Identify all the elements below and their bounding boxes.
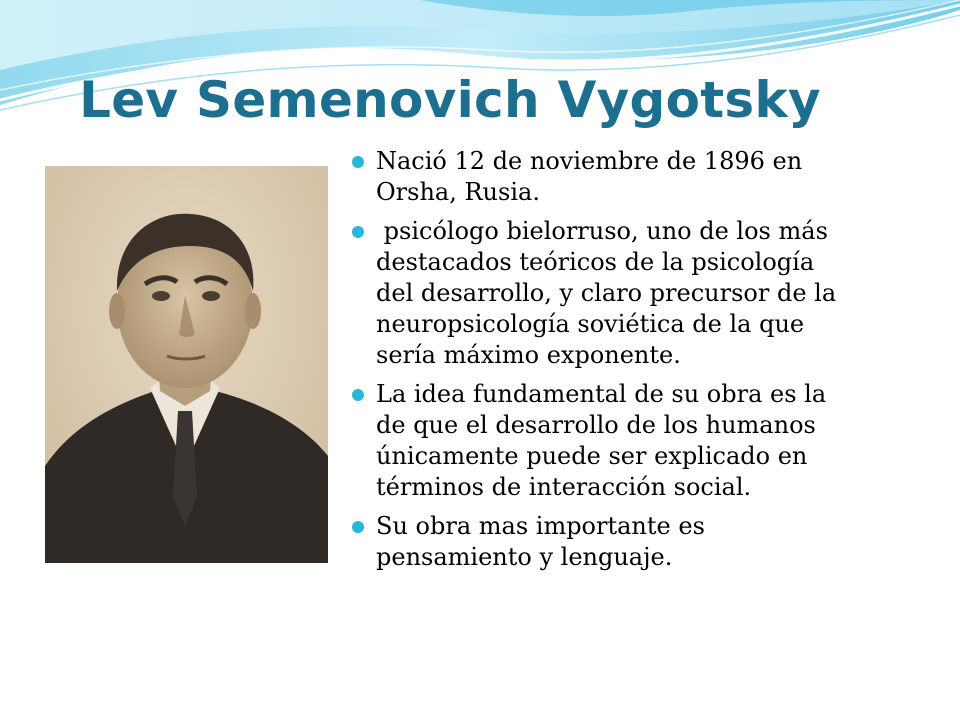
bullet-dot-icon [352, 156, 364, 168]
bullet-item [352, 146, 852, 208]
bullet-text: Nació 12 de noviembre de 1896 en Orsha, Rusia. [376, 147, 803, 206]
bullet-dot-icon [352, 389, 364, 401]
bullet-text: psicólogo bielorruso, uno de los más destacados teóricos de la psicología del desarrollo, y claro precursor de la neuropsicología soviética de la que sería máximo exponente. [376, 217, 844, 369]
bullet-dot-icon [352, 521, 364, 533]
bullet-item [352, 379, 852, 503]
bullet-list [352, 146, 852, 581]
slide-title: Lev Semenovich Vygotsky [79, 71, 821, 129]
bullet-item [352, 216, 852, 371]
bullet-dot-icon [352, 226, 364, 238]
bullet-text: La idea fundamental de su obra es la de que el desarrollo de los humanos únicamente puede ser explicado en términos de interacción social. [376, 380, 827, 501]
bullet-text: Su obra mas importante es pensamiento y lenguaje. [376, 512, 705, 571]
bullet-item [352, 511, 852, 573]
portrait-photo [45, 166, 328, 563]
